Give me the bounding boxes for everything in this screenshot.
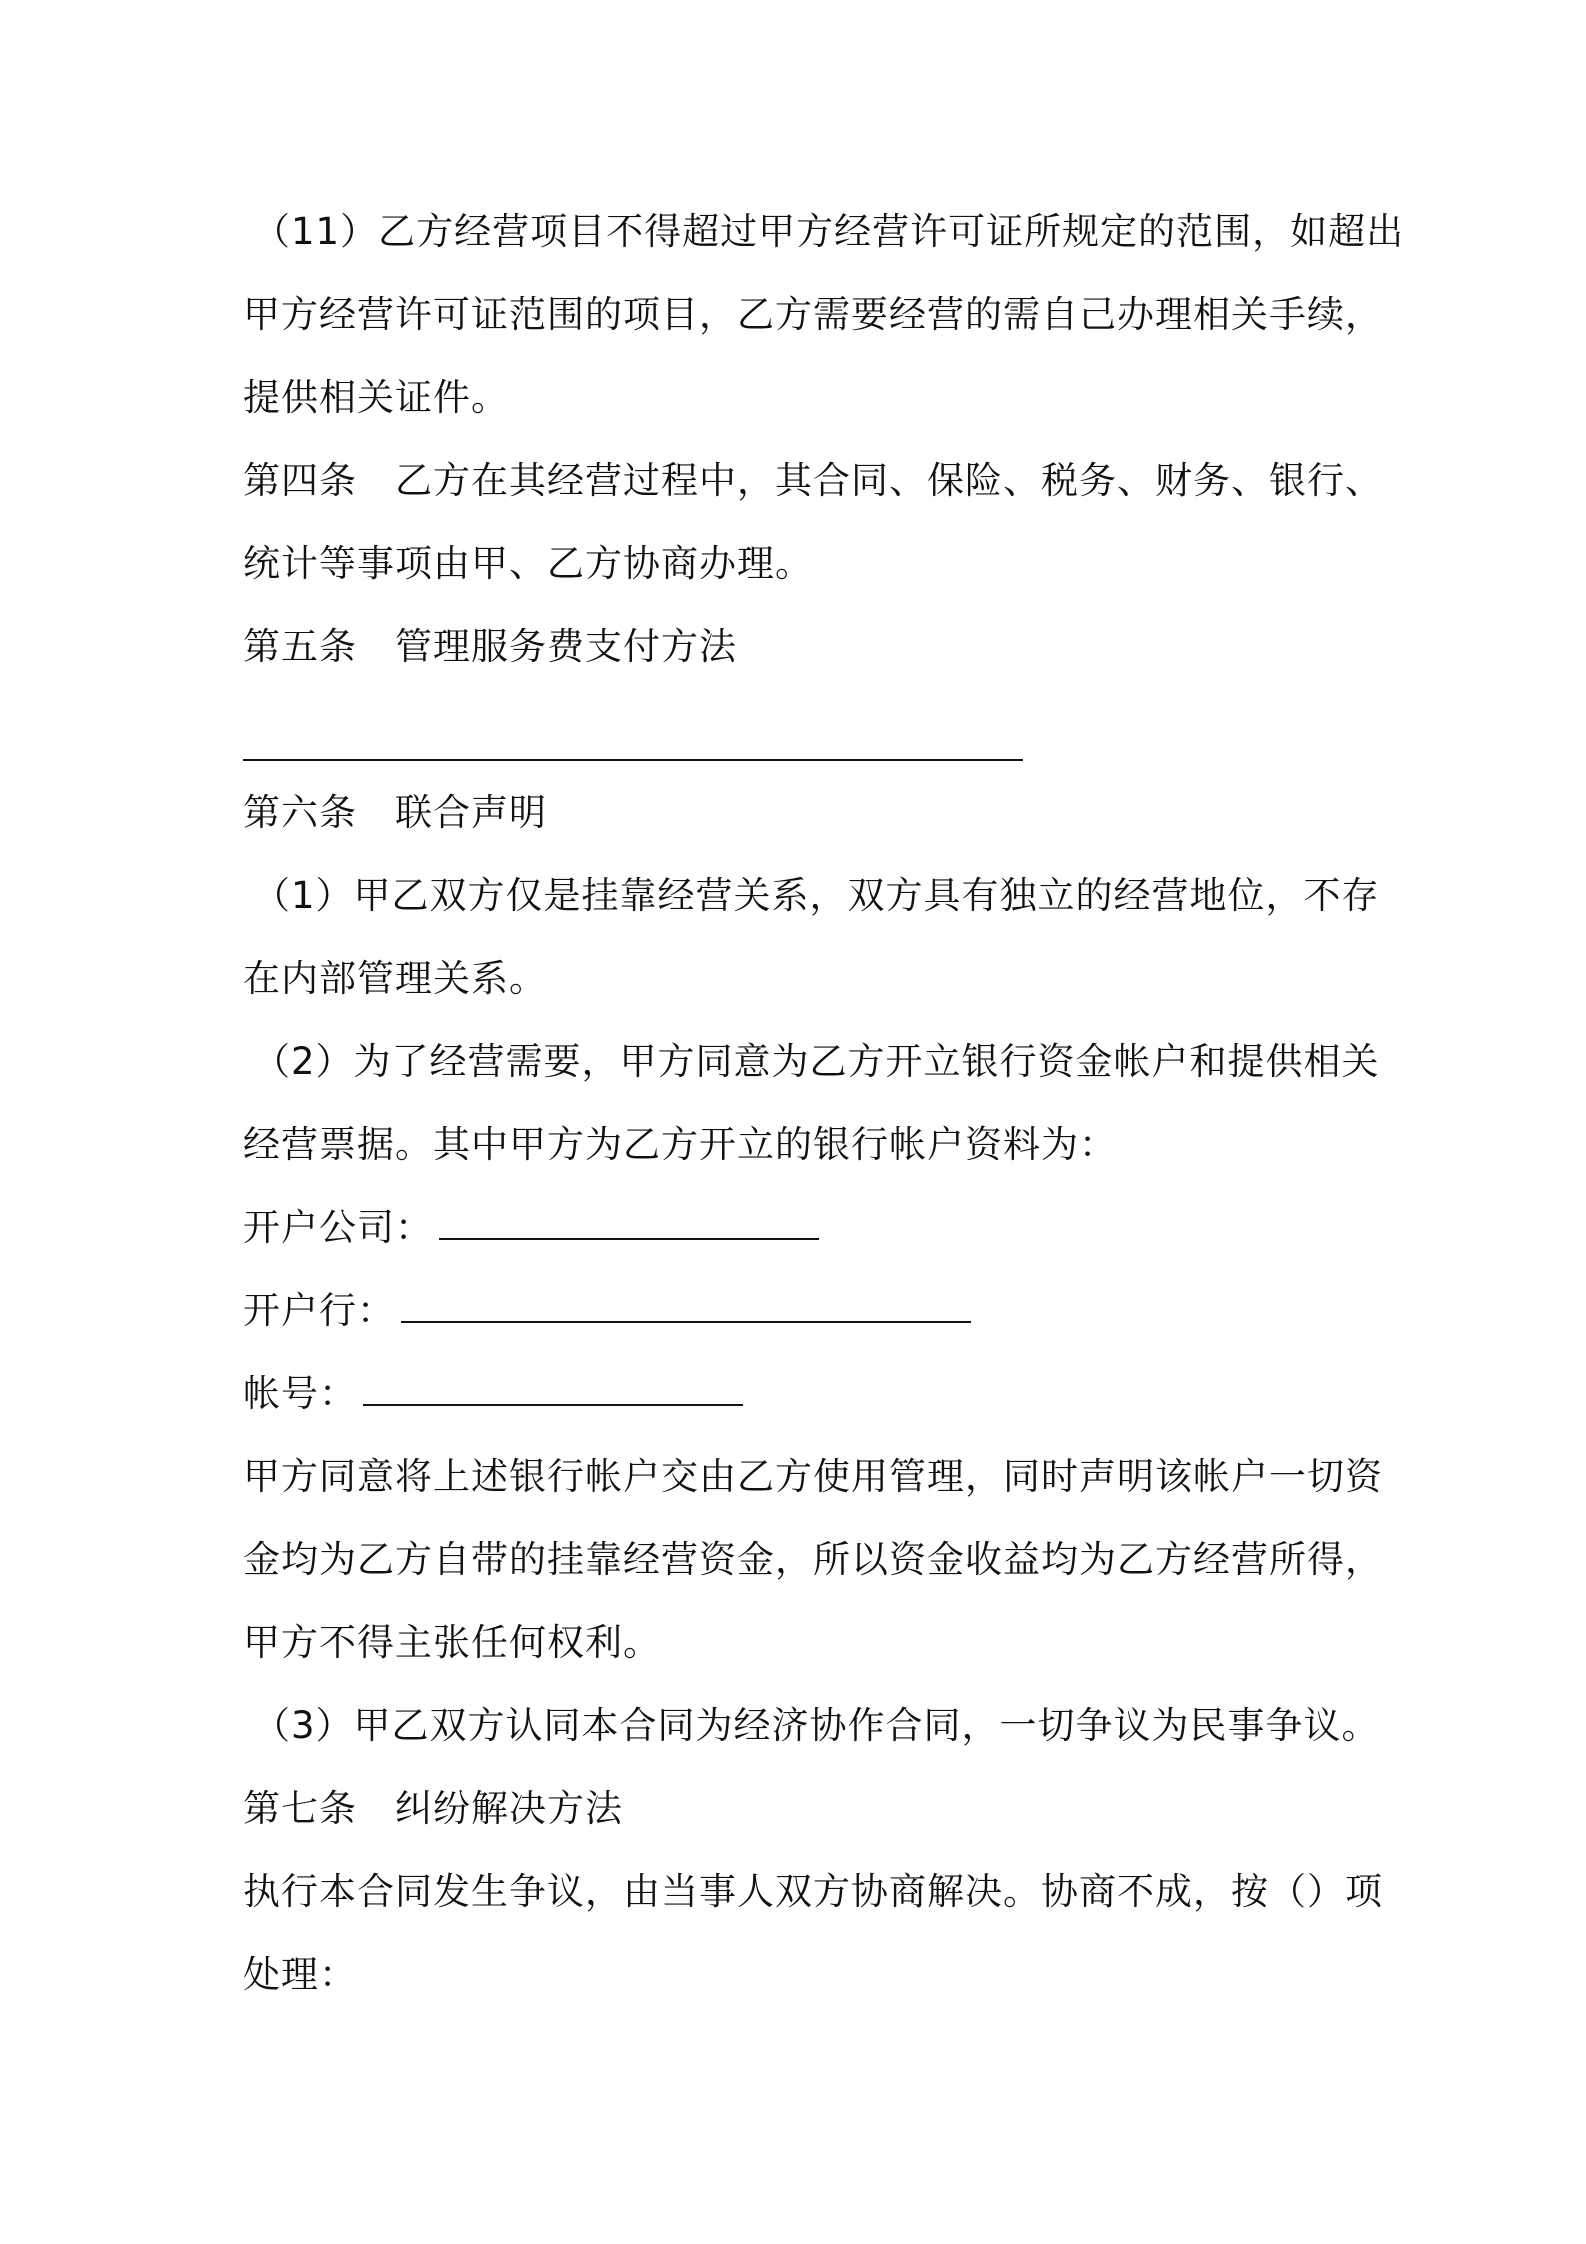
account-company-row — [243, 1198, 1363, 1281]
text-line: 经营票据。其中甲方为乙方开立的银行帐户资料为： — [243, 1123, 1117, 1166]
document-page — [243, 202, 1405, 2028]
article-5-heading: 第五条 管理服务费支付方法 — [243, 625, 737, 668]
text-line: 甲方经营许可证范围的项目，乙方需要经营的需自己办理相关手续， — [243, 293, 1383, 336]
text-line: 提供相关证件。 — [243, 376, 509, 419]
account-number-row — [243, 1364, 1363, 1447]
fill-in-blank-line — [243, 700, 1363, 783]
text-line: （11）乙方经营项目不得超过甲方经营许可证所规定的范围，如超出 — [253, 210, 1405, 253]
article-4-heading: 第四条 乙方在其经营过程中，其合同、保险、税务、财务、银行、 — [243, 459, 1383, 502]
text-line: （2）为了经营需要，甲方同意为乙方开立银行资金帐户和提供相关 — [253, 1040, 1380, 1083]
text-line: 执行本合同发生争议，由当事人双方协商解决。协商不成，按（）项 — [243, 1870, 1383, 1913]
account-bank-row — [243, 1281, 1363, 1364]
blank-underline — [243, 759, 1023, 761]
text-line: 甲方不得主张任何权利。 — [243, 1621, 661, 1664]
account-number-label: 帐号： — [243, 1372, 357, 1415]
text-line: 甲方同意将上述银行帐户交由乙方使用管理，同时声明该帐户一切资 — [243, 1455, 1383, 1498]
text-line: 金均为乙方自带的挂靠经营资金，所以资金收益均为乙方经营所得， — [243, 1538, 1383, 1581]
account-bank-label: 开户行： — [243, 1289, 395, 1332]
account-company-blank — [439, 1198, 819, 1240]
text-line: 统计等事项由甲、乙方协商办理。 — [243, 542, 813, 585]
text-line: 处理： — [243, 1953, 357, 1996]
text-line: （3）甲乙双方认同本合同为经济协作合同，一切争议为民事争议。 — [253, 1704, 1380, 1747]
account-bank-blank — [401, 1281, 971, 1323]
article-7-heading: 第七条 纠纷解决方法 — [243, 1787, 623, 1830]
text-line: （1）甲乙双方仅是挂靠经营关系，双方具有独立的经营地位，不存 — [253, 874, 1380, 917]
account-number-blank — [363, 1364, 743, 1406]
article-6-heading: 第六条 联合声明 — [243, 791, 547, 834]
text-line: 在内部管理关系。 — [243, 957, 547, 1000]
account-company-label: 开户公司： — [243, 1206, 433, 1249]
